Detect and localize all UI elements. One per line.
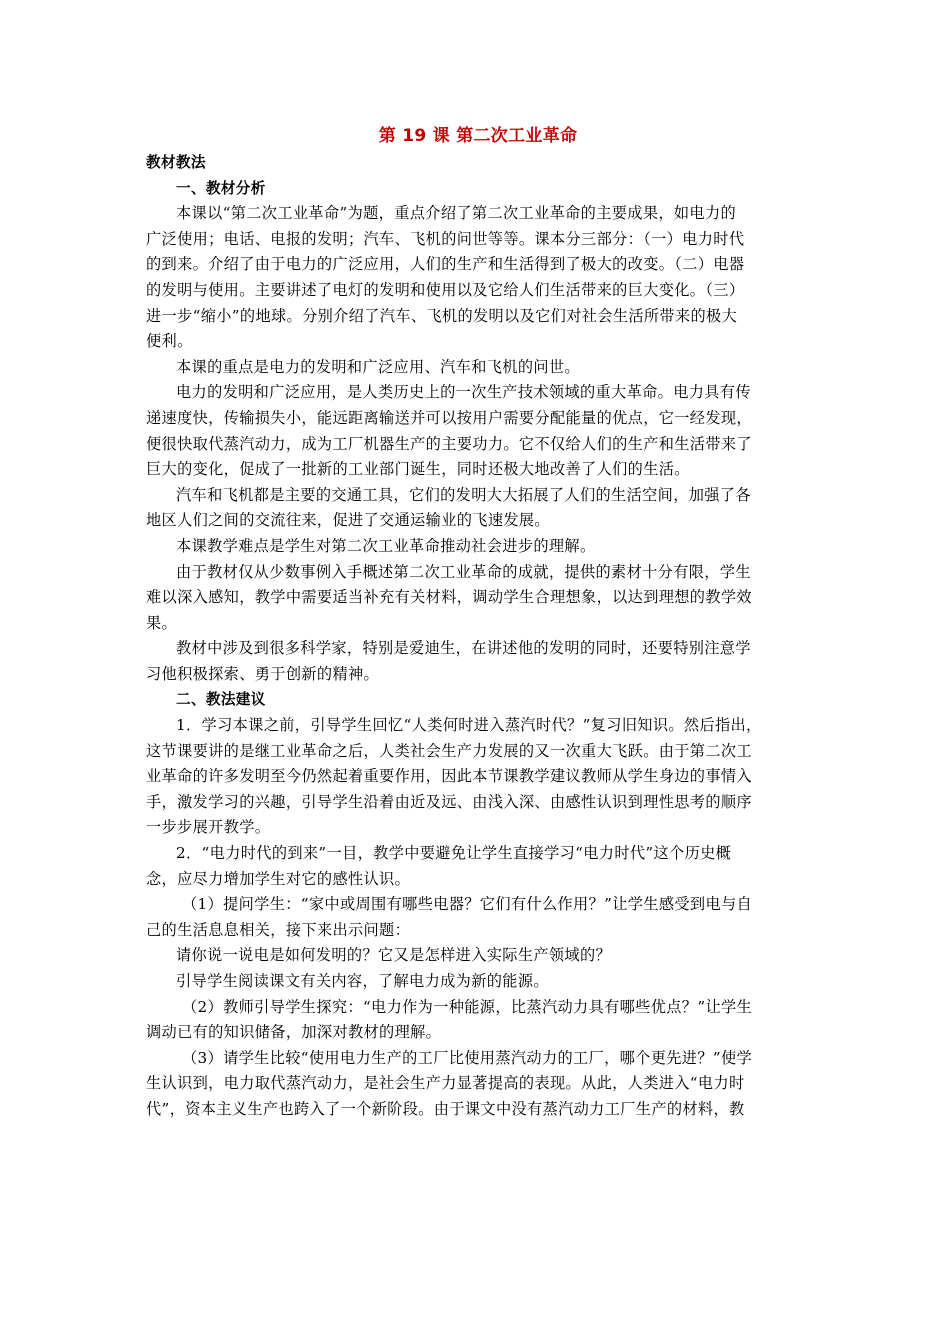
paragraph-line: 调动已有的知识储备，加深对教材的理解。: [146, 1023, 442, 1042]
page-title: 第 19 课 第二次工业革命: [378, 126, 578, 146]
paragraph-line: （1）提问学生：“家中或周围有哪些电器？它们有什么作用？”让学生感受到电与自: [182, 895, 753, 914]
paragraph-line: 教材中涉及到很多科学家，特别是爱迪生，在讲述他的发明的同时，还要特别注意学: [176, 639, 751, 658]
paragraph-line: （2）教师引导学生探究：“电力作为一种能源，比蒸汽动力具有哪些优点？”让学生: [182, 997, 753, 1016]
paragraph-line: 习他积极探索、勇于创新的精神。: [146, 664, 380, 683]
paragraph-line: 递速度快，传输损失小，能远距离输送并可以按用户需要分配能量的优点，它一经发现，: [146, 408, 752, 427]
paragraph-line: 由于教材仅从少数事例入手概述第二次工业革命的成就，提供的素材十分有限，学生: [176, 562, 751, 581]
paragraph-line: （3）请学生比较“使用电力生产的工厂比使用蒸汽动力的工厂，哪个更先进？”使学: [182, 1048, 753, 1067]
paragraph-line: 生认识到，电力取代蒸汽动力，是社会生产力显著提高的表现。从此，人类进入“电力时: [146, 1074, 745, 1093]
paragraph-line: 汽车和飞机都是主要的交通工具，它们的发明大大拓展了人们的生活空间，加强了各: [176, 485, 751, 504]
paragraph-line: 便很快取代蒸汽动力，成为工厂机器生产的主要功力。它不仅给人们的生产和生活带来了: [146, 434, 752, 453]
paragraph-line: 本课教学难点是学生对第二次工业革命推动社会进步的理解。: [176, 536, 596, 555]
paragraph-line: 念，应尽力增加学生对它的感性认识。: [146, 869, 411, 888]
paragraph-line: 引导学生阅读课文有关内容，了解电力成为新的能源。: [176, 972, 549, 990]
paragraph-line: 本课以“第二次工业革命”为题，重点介绍了第二次工业革命的主要成果，如电力的: [176, 204, 737, 223]
paragraph-line: 手，激发学习的兴趣，引导学生沿着由近及远、由浅入深、由感性认识到理性思考的顺序: [146, 792, 752, 811]
paragraph-line: 进一步“缩小”的地球。分别介绍了汽车、飞机的发明以及它们对社会生活所带来的极大: [146, 306, 738, 325]
paragraph-line: 这节课要讲的是继工业革命之后，人类社会生产力发展的又一次重大飞跃。由于第二次工: [146, 741, 752, 760]
document-page: [146, 124, 810, 1123]
paragraph-line: 的发明与使用。主要讲述了电灯的发明和使用以及它给人们生活带来的巨大变化。（三）: [146, 280, 745, 299]
paragraph-line: 便利。: [146, 332, 193, 351]
paragraph-line: 广泛使用；电话、电报的发明；汽车、飞机的问世等等。课本分三部分：（一）电力时代: [146, 229, 745, 248]
section-heading: 一、教材分析: [176, 179, 266, 197]
section-heading: 二、教法建议: [176, 691, 266, 709]
paragraph-line: 巨大的变化，促成了一批新的工业部门诞生，同时还极大地改善了人们的生活。: [146, 460, 690, 479]
paragraph-line: 电力的发明和广泛应用，是人类历史上的一次生产技术领域的重大革命。电力具有传: [176, 383, 751, 402]
main-heading: 教材教法: [146, 154, 206, 171]
paragraph-line: 地区人们之间的交流往来，促进了交通运输业的飞速发展。: [146, 511, 550, 530]
paragraph-line: 本课的重点是电力的发明和广泛应用、汽车和飞机的问世。: [176, 357, 580, 376]
paragraph-line: 业革命的许多发明至今仍然起着重要作用，因此本节课教学建议教师从学生身边的事情入: [146, 767, 752, 786]
paragraph-line: 的到来。介绍了由于电力的广泛应用，人们的生产和生活得到了极大的改变。（二）电器: [146, 255, 745, 274]
paragraph-line: 2．“电力时代的到来”一目，教学中要避免让学生直接学习“电力时代”这个历史概: [176, 844, 732, 863]
paragraph-line: 一步步展开教学。: [146, 818, 271, 837]
paragraph-line: 1．学习本课之前，引导学生回忆“人类何时进入蒸汽时代？”复习旧知识。然后指出，: [176, 716, 762, 735]
paragraph-line: 代”，资本主义生产也跨入了一个新阶段。由于课文中没有蒸汽动力工厂生产的材料，教: [146, 1099, 745, 1118]
paragraph-line: 请你说一说电是如何发明的？它又是怎样进入实际生产领域的？: [176, 946, 612, 965]
paragraph-line: 果。: [146, 613, 178, 632]
paragraph-line: 己的生活息息相关，接下来出示问题：: [146, 920, 411, 939]
paragraph-line: 难以深入感知，教学中需要适当补充有关材料，调动学生合理想象，以达到理想的教学效: [146, 588, 752, 607]
